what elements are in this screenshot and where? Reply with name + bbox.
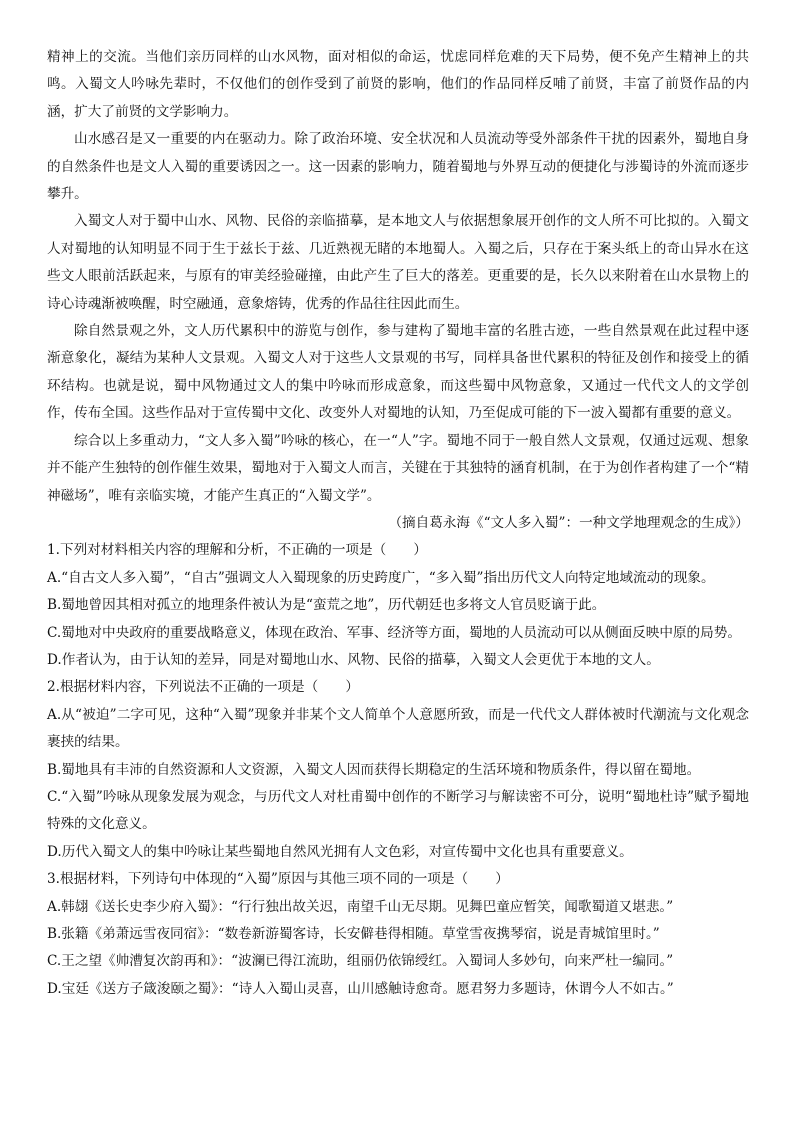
passage: [47, 44, 749, 510]
question-stem: 3.根据材料，下列诗句中体现的“入蜀”原因与其他三项不同的一项是（ ）: [47, 871, 509, 888]
option-a: A.“自古文人多入蜀”，“自古”强调文人入蜀现象的历史跨度广，“多入蜀”指出历代文人向特定地域流动的现象。: [47, 569, 715, 586]
option-d: D.历代入蜀文人的集中吟咏让某些蜀地自然风光拥有人文色彩，对宣传蜀中文化也具有重要意义。: [47, 843, 633, 860]
passage-paragraph: 入蜀文人对于蜀中山水、风物、民俗的亲临描摹，是本地文人与依据想象展开创作的文人所不可比拟的。入蜀文人对蜀地的认知明显不同于生于兹长于兹、几近熟视无睹的本地蜀人。入蜀之后，只存在于案头纸上的奇山异水在这些文人眼前活跃起来，与原有的审美经验碰撞，由此产生了巨大的落差。更重要的是，长久以来附着在山水景物上的诗心诗魂渐被唤醒，时空融通，意象熔铸，优秀的作品往往因此而生。: [47, 213, 749, 312]
passage-paragraph: 精神上的交流。当他们亲历同样的山水风物，面对相似的命运，忧虑同样危难的天下局势，便不免产生精神上的共鸣。入蜀文人吟咏先辈时，不仅他们的创作受到了前贤的影响，他们的作品同样反哺了前贤，丰富了前贤作品的内涵，扩大了前贤的文学影响力。: [47, 49, 749, 120]
option-a: A.从“被迫”二字可见，这种“入蜀”现象并非某个文人简单个人意愿所致，而是一代代文人群体被时代潮流与文化观念裹挟的结果。: [47, 706, 749, 751]
option-d: D.宝廷《送方子箴浚颐之蜀》：“诗人入蜀山灵喜，山川感触诗愈奇。愿君努力多题诗，休谓今人不如古。”: [47, 980, 674, 997]
option-c: C.蜀地对中央政府的重要战略意义，体现在政治、军事、经济等方面，蜀地的人员流动可以从侧面反映中原的局势。: [47, 624, 741, 641]
question-stem: 1.下列对材料相关内容的理解和分析，不正确的一项是（ ）: [47, 542, 427, 559]
option-d: D.作者认为，由于认知的差异，同是对蜀地山水、风物、民俗的描摹，入蜀文人会更优于本地的文人。: [47, 651, 660, 668]
question-2: [47, 674, 749, 866]
question-1: [47, 537, 749, 674]
question-stem: 2.根据材料内容，下列说法不正确的一项是（ ）: [47, 679, 360, 696]
option-b: B.张籍《弟萧远雪夜同宿》：“数卷新游蜀客诗，长安僻巷得相随。草堂雪夜携琴宿，说是青城馆里时。”: [47, 926, 660, 942]
option-a: A.韩翃《送长史李少府入蜀》：“行行独出故关迟，南望千山无尽期。见舞巴童应暂笑，闻歌蜀道又堪悲。”: [47, 898, 674, 915]
question-3: [47, 866, 749, 1003]
option-c: C.王之望《帅漕复次韵再和》：“波澜已得江流助，组丽仍依锦绶红。入蜀词人多妙句，向来严杜一编同。”: [47, 953, 674, 970]
option-c: C.“入蜀”吟咏从现象发展为观念，与历代文人对杜甫蜀中创作的不断学习与解读密不可分，说明“蜀地杜诗”赋予蜀地特殊的文化意义。: [47, 788, 749, 833]
option-b: B.蜀地曾因其相对孤立的地理条件被认为是“蛮荒之地”，历代朝廷也多将文人官员贬谪于此。: [47, 597, 606, 614]
source-citation: （摘自葛永海《“文人多入蜀”：一种文学地理观念的生成》）: [388, 514, 749, 531]
passage-paragraph: 综合以上多重动力，“文人多入蜀”吟咏的核心，在一“人”字。蜀地不同于一般自然人文景观，仅通过远观、想象并不能产生独特的创作催生效果，蜀地对于入蜀文人而言，关键在于其独特的涵育机制，在于为创作者构建了一个“精神磁场”，唯有亲临实境，才能产生真正的“入蜀文学”。: [47, 432, 749, 504]
option-b: B.蜀地具有丰沛的自然资源和人文资源，入蜀文人因而获得长期稳定的生活环境和物质条件，得以留在蜀地。: [47, 761, 701, 778]
passage-paragraph: 除自然景观之外，文人历代累积中的游览与创作，参与建构了蜀地丰富的名胜古迹，一些自然景观在此过程中逐渐意象化，凝结为某种人文景观。入蜀文人对于这些人文景观的书写，同样具备世代累积的特征及创作和接受上的循环结构。也就是说，蜀中风物通过文人的集中吟咏而形成意象，而这些蜀中风物意象，又通过一代代文人的文学创作，传布全国。这些作品对于宣传蜀中文化、改变外人对蜀地的认知，乃至促成可能的下一波入蜀都有重要的意义。: [47, 323, 749, 422]
passage-paragraph: 山水感召是又一重要的内在驱动力。除了政治环境、安全状况和人员流动等受外部条件干扰的因素外，蜀地自身的自然条件也是文人入蜀的重要诱因之一。这一因素的影响力，随着蜀地与外界互动的便捷化与涉蜀诗的外流而逐步攀升。: [47, 131, 749, 203]
